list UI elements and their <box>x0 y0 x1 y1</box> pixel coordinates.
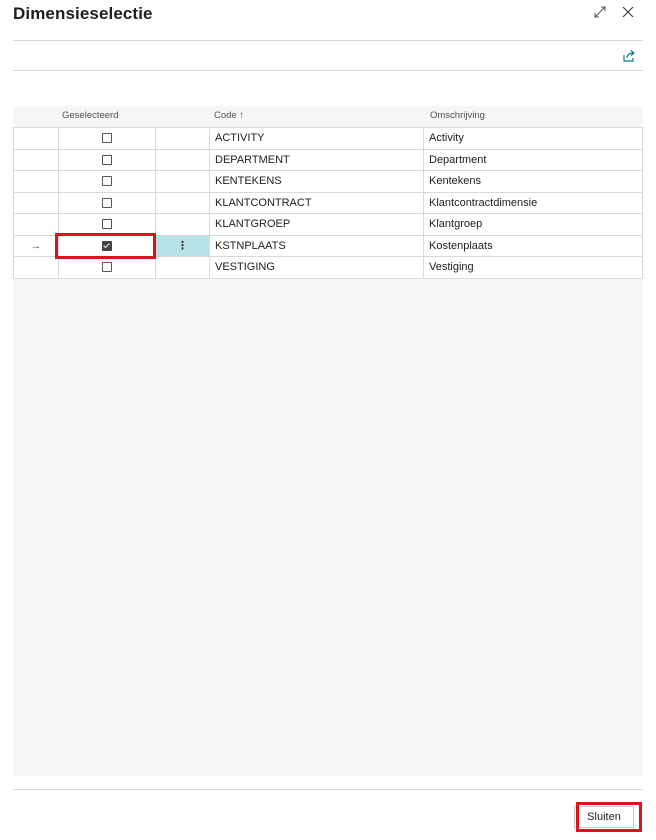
selected-checkbox[interactable] <box>102 155 112 165</box>
row-indicator <box>14 149 59 171</box>
footer-divider <box>13 789 643 790</box>
header-divider <box>13 40 643 41</box>
selected-cell <box>59 171 156 193</box>
row-menu-cell[interactable]: ⋮ <box>156 235 210 257</box>
table-row[interactable] <box>14 171 643 193</box>
table-row[interactable] <box>14 214 643 236</box>
code-cell[interactable]: DEPARTMENT <box>210 149 424 171</box>
code-cell[interactable]: KLANTCONTRACT <box>210 192 424 214</box>
code-cell[interactable]: VESTIGING <box>210 257 424 279</box>
expand-icon[interactable] <box>592 4 608 20</box>
description-cell[interactable]: Department <box>424 149 643 171</box>
grid-table <box>13 127 643 279</box>
row-indicator <box>14 171 59 193</box>
description-cell[interactable]: Vestiging <box>424 257 643 279</box>
selected-cell <box>59 257 156 279</box>
code-cell[interactable]: KLANTGROEP <box>210 214 424 236</box>
row-menu-cell <box>156 171 210 193</box>
row-menu-cell <box>156 128 210 150</box>
row-menu-cell <box>156 257 210 279</box>
close-icon[interactable] <box>620 4 636 20</box>
table-row[interactable] <box>14 192 643 214</box>
table-row[interactable] <box>14 128 643 150</box>
description-cell[interactable]: Kostenplaats <box>424 235 643 257</box>
code-cell[interactable]: KSTNPLAATS <box>210 235 424 257</box>
description-cell[interactable]: Klantcontractdimensie <box>424 192 643 214</box>
row-indicator <box>14 128 59 150</box>
close-button[interactable]: Sluiten <box>574 806 634 828</box>
table-row[interactable] <box>14 149 643 171</box>
action-bar-divider <box>13 70 643 71</box>
selected-cell <box>59 214 156 236</box>
description-cell[interactable]: Kentekens <box>424 171 643 193</box>
selected-checkbox[interactable] <box>102 176 112 186</box>
row-indicator <box>14 214 59 236</box>
row-indicator <box>14 257 59 279</box>
code-cell[interactable]: KENTEKENS <box>210 171 424 193</box>
code-cell[interactable]: ACTIVITY <box>210 128 424 150</box>
share-icon[interactable] <box>622 49 636 63</box>
table-row[interactable] <box>14 235 643 257</box>
selected-cell <box>59 192 156 214</box>
row-menu-cell <box>156 214 210 236</box>
selected-checkbox[interactable] <box>102 241 112 251</box>
selected-cell <box>59 235 156 257</box>
selected-checkbox[interactable] <box>102 133 112 143</box>
column-header-code[interactable]: Code ↑ <box>214 110 245 121</box>
table-row[interactable] <box>14 257 643 279</box>
row-indicator <box>14 192 59 214</box>
window-controls <box>592 4 636 20</box>
selected-checkbox[interactable] <box>102 198 112 208</box>
selected-checkbox[interactable] <box>102 262 112 272</box>
column-header-selected[interactable]: Geselecteerd <box>62 110 119 121</box>
selected-cell <box>59 128 156 150</box>
row-menu-cell <box>156 149 210 171</box>
row-indicator: → <box>14 235 59 257</box>
dimension-grid <box>13 106 643 776</box>
selected-cell <box>59 149 156 171</box>
row-menu-cell <box>156 192 210 214</box>
description-cell[interactable]: Activity <box>424 128 643 150</box>
dialog-title: Dimensieselectie <box>13 4 153 23</box>
selected-checkbox[interactable] <box>102 219 112 229</box>
description-cell[interactable]: Klantgroep <box>424 214 643 236</box>
column-header-description[interactable]: Omschrijving <box>430 110 485 121</box>
